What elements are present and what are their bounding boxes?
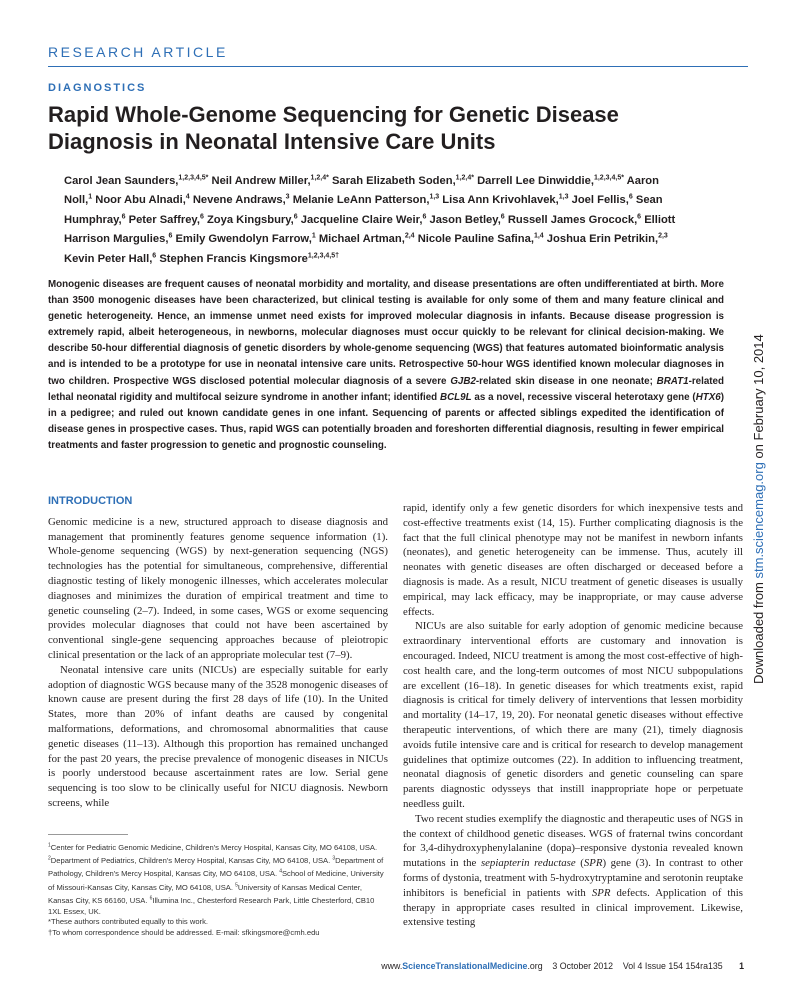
- author: Joel Fellis,$^6$: [571, 193, 633, 207]
- affiliation: $^1$Center for Pediatric Genomic Medicine, Children's Mercy Hospital, Kansas City, MO 64108, USA.: [48, 842, 378, 852]
- gene-name: SPR: [591, 886, 611, 899]
- author: Darrell Lee Dinwiddie,$^{1,2,3,4,5*}$: [477, 174, 624, 187]
- abstract: [48, 277, 724, 454]
- author: Joshua Erin Petrikin,$^{2,3}$: [546, 232, 668, 246]
- affiliation-list: [48, 840, 388, 917]
- author: Russell James Grocock,$^6$: [507, 213, 642, 226]
- gene-name: HTX6: [695, 391, 721, 403]
- author: Emily Gwendolyn Farrow,$^1$: [175, 232, 316, 246]
- header-rule: [48, 66, 748, 67]
- author: Jacqueline Claire Weir,$^6$: [300, 213, 427, 226]
- body-paragraph: NICUs are also suitable for early adoption of genomic medicine because extraordinary interventional efforts are customary and innovation is encouraged. Indeed, NICU treatment is among the most cost-effective of high-cost health care, and the long-term outcomes of most NICU subpopulations are excellent (16–18). In genetic diseases for which treatments exist, rapid diagnosis is critical for timely delivery of interventions that lessen morbidity and mortality (14–17, 19, 20). For neonatal genetic diseases without effective therapeutic interventions, of which there are many (21), timely diagnosis avoids futile intensive care and is critical for research to develop management guidelines that optimize outcomes (22). In addition to influencing treatment, neonatal diagnosis of genetic disorders and genetic counseling can spare parents diagnostic odysseys that instill inappropriate hope or perpetuate needless guilt.: [403, 620, 743, 810]
- footnote-rule: [48, 834, 128, 835]
- gene-name: BRAT1: [656, 375, 689, 387]
- abstract-text: ) in a pedigree; and ruled out known candidate genes in one infant. Sequencing of parents or affected siblings expedited the identification of disease genes in prospective cases. Thus, rapid WGS can potentially broaden and foreshorten differential diagnosis, resulting in fewer empirical treatments and faster progression to genetic and prognostic counseling.: [48, 391, 725, 451]
- author: Nevene Andraws,$^3$: [192, 193, 290, 207]
- article-title: Rapid Whole-Genome Sequencing for Genetic Disease Diagnosis in Neonatal Intensive Care Units: [48, 102, 619, 154]
- issue-date: 3 October 2012: [552, 961, 614, 971]
- author: Noor Abu Alnadi,$^4$: [95, 193, 190, 207]
- author: Kevin Peter Hall,$^6$: [64, 252, 157, 265]
- correspondence-note: †To whom correspondence should be addressed. E-mail: sfkingsmore@cmh.edu: [48, 928, 320, 938]
- affiliations: [48, 840, 388, 939]
- right-column: [403, 501, 743, 930]
- body-paragraph: Neonatal intensive care units (NICUs) are especially suitable for early adoption of diagnostic WGS because many of the 3528 monogenic diseases of known cause are present during the first 28 days of life (10). In the United States, more than 20% of infant deaths are caused by congenital malformations, deformations, and chromosomal abnormalities that cause genetic diseases (11–13). Although this proportion has remained unchanged for the past 20 years, the precise prevalence of monogenic diseases in NICUs is poorly understood because ascertainment rates are low. Serial gene sequencing is too slow to be clinically useful for NICU diagnosis. Newborn screens, while: [48, 663, 388, 809]
- journal-site[interactable]: www.ScienceTranslationalMedicine.org: [381, 961, 543, 971]
- body-text: defects. Application of this therapy in appropriate cases resulted in clinical improvement. Likewise, extensive testing: [403, 886, 743, 929]
- body-paragraph: rapid, identify only a few genetic disorders for which inexpensive tests and cost-effective treatments exist (14, 15). Further complicating diagnosis is the fact that the full clinical phenotype may not be manifest in newborn infants (neonates), and genetic heterogeneity can be immense. Thus, acutely ill neonates with genetic diseases are often discharged or deceased before a diagnosis is made. As a result, NICU treatment of genetic diseases is usually empirical, may lack efficacy, may be inappropriate, or may cause adverse effects.: [403, 502, 743, 618]
- author-list: [64, 170, 684, 268]
- author: Melanie LeAnn Patterson,$^{1,3}$: [292, 193, 440, 207]
- gene-name: GJB2: [450, 375, 476, 387]
- body-text: ) gene (3). In contrast to other forms of dystonia, treatment with 5-hydroxytryptamine and serotonin reuptake inhibitors is beneficial in patients with: [403, 857, 744, 899]
- affiliation: $^4$School of Medicine, University of Missouri-Kansas City, Kansas City, MO 64108, USA.: [48, 868, 384, 892]
- body-paragraph: [403, 812, 743, 930]
- category-label: DIAGNOSTICS: [48, 82, 147, 94]
- gene-name: sepiapterin reductase: [480, 857, 576, 870]
- introduction-heading: INTRODUCTION: [48, 495, 133, 507]
- abstract-text: -related skin disease in one neonate;: [475, 375, 657, 387]
- affiliation: $^6$Illumina Inc., Chesterford Research Park, Little Chesterford, CB10 1XL Essex, UK.: [48, 895, 375, 916]
- body-text: Two recent studies exemplify the diagnostic and therapeutic uses of NGS in the context of childhood genetic diseases. WGS of fraternal twins concordant for 3,4-dihydroxyphenylalanine (dopa)–responsive dystonia revealed known mutations in the: [403, 812, 743, 870]
- author: Aaron Noll,$^1$: [64, 174, 659, 207]
- page-footer: [381, 961, 744, 971]
- author: Sean Humphray,$^6$: [64, 194, 663, 226]
- download-link[interactable]: stm.sciencemag.org: [751, 462, 766, 579]
- author: Jason Betley,$^6$: [429, 213, 505, 226]
- author: Neil Andrew Miller,$^{1,2,4*}$: [211, 174, 329, 187]
- equal-contribution-note: *These authors contributed equally to this work.: [48, 917, 208, 927]
- section-label: RESEARCH ARTICLE: [48, 44, 228, 60]
- body-paragraph: Genomic medicine is a new, structured approach to disease diagnosis and management that prominently features genome sequence information (1). Whole-genome sequencing (WGS) by next-generation sequencing (NGS) technologies has the potential for simultaneous, comprehensive, differential diagnostic testing of likely monogenic illnesses, which accelerates molecular diagnoses and minimizes the duration of empirical treatment and time to genetic counseling (2–7). Indeed, in some cases, WGS or exome sequencing provides molecular diagnoses that could not have been ascertained by conventional single-gene sequencing approaches because of pleiotropic clinical presentation or the lack of an appropriate molecular test (7–9).: [48, 515, 388, 661]
- author: Zoya Kingsbury,$^6$: [206, 213, 298, 226]
- gene-name: BCL9L: [440, 391, 472, 403]
- abstract-text: Monogenic diseases are frequent causes of neonatal morbidity and mortality, and disease presentations are often undifferentiated at birth. More than 3500 monogenic diseases have been characterized, but clinical testing is available for only some of them and many feature clinical and genetic heterogeneity. Hence, an immense unmet need exists for improved molecular diagnosis in infants. Because disease progression is extremely rapid, albeit heterogeneous, in newborns, molecular diagnoses must occur quickly to be relevant for clinical decision-making. We describe 50-hour differential diagnosis of genetic disorders by whole-genome sequencing (WGS) that features automated bioinformatic analysis and is intended to be a prototype for use in neonatal intensive care units. Retrospective 50-hour WGS identified known molecular diagnoses in two children. Prospective WGS disclosed potential molecular diagnosis of a severe: [48, 279, 724, 387]
- author: Lisa Ann Krivohlavek,$^{1,3}$: [442, 193, 569, 207]
- author: Michael Artman,$^{2,4}$: [318, 232, 415, 246]
- gene-name: SPR: [583, 857, 603, 870]
- affiliation: $^2$Department of Pediatrics, Children's Mercy Hospital, Kansas City, MO 64108, USA.: [48, 855, 333, 865]
- author: Nicole Pauline Safina,$^{1,4}$: [417, 232, 544, 246]
- author: Stephen Francis Kingsmore$^{1,2,3,4,5\dagger}$: [159, 252, 340, 265]
- page-number: 1: [739, 961, 744, 971]
- abstract-text: -related lethal neonatal rigidity and multifocal seizure syndrome in another infant; identified: [48, 375, 724, 403]
- affiliation: $^3$Department of Pathology, Children's Mercy Hospital, Kansas City, MO 64108, USA.: [48, 855, 384, 879]
- abstract-text: as a novel, recessive visceral heterotaxy gene (: [471, 391, 696, 403]
- left-column: [48, 494, 388, 811]
- body-text: (: [575, 857, 584, 870]
- affiliation: $^5$University of Kansas Medical Center, Kansas City, KS 66160, USA.: [48, 881, 362, 905]
- author: Elliott Harrison Margulies,$^6$: [64, 213, 676, 246]
- volume-info: Vol 4 Issue 154 154ra135: [622, 961, 723, 971]
- author: Sarah Elizabeth Soden,$^{1,2,4*}$: [331, 174, 474, 187]
- author: Peter Saffrey,$^6$: [128, 213, 204, 226]
- author: Carol Jean Saunders,$^{1,2,3,4,5*}$: [64, 174, 209, 187]
